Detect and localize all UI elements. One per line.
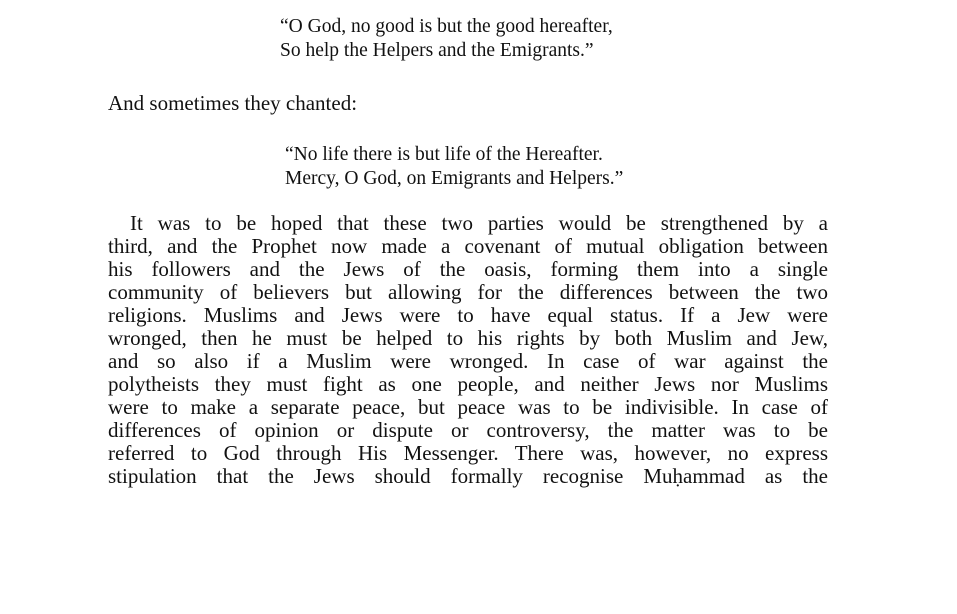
paragraph-line: It was to be hoped that these two parties would be strengthened by a: [130, 211, 828, 235]
lead-in-text: And sometimes they chanted:: [108, 91, 358, 115]
verse-line: “O God, no good is but the good hereafter,: [280, 16, 613, 37]
paragraph-line: polytheists they must fight as one people, and neither Jews nor Muslims: [108, 372, 828, 396]
paragraph-line: community of believers but allowing for the differences between the two: [108, 280, 828, 304]
verse-quote-two: [285, 143, 623, 191]
paragraph-line: religions. Muslims and Jews were to have equal status. If a Jew were: [108, 303, 828, 327]
paragraph-line: wronged, then he must be helped to his rights by both Muslim and Jew,: [108, 326, 828, 350]
verse-line: Mercy, O God, on Emigrants and Helpers.”: [285, 168, 624, 189]
verse-line: So help the Helpers and the Emigrants.”: [280, 40, 594, 61]
paragraph-line: stipulation that the Jews should formally recognise Muḥammad as the: [108, 464, 828, 488]
paragraph-line: and so also if a Muslim were wronged. In case of war against the: [108, 349, 828, 373]
paragraph-line: his followers and the Jews of the oasis, forming them into a single: [108, 257, 828, 281]
paragraph-line: were to make a separate peace, but peace was to be indivisible. In case of: [108, 395, 828, 419]
verse-quote-one: [280, 15, 613, 63]
body-paragraph: [108, 212, 828, 488]
paragraph-line: differences of opinion or dispute or controversy, the matter was to be: [108, 418, 828, 442]
verse-line: “No life there is but life of the Hereafter.: [285, 144, 603, 165]
paragraph-line: third, and the Prophet now made a covenant of mutual obligation between: [108, 234, 828, 258]
paragraph-line: referred to God through His Messenger. There was, however, no express: [108, 441, 828, 465]
